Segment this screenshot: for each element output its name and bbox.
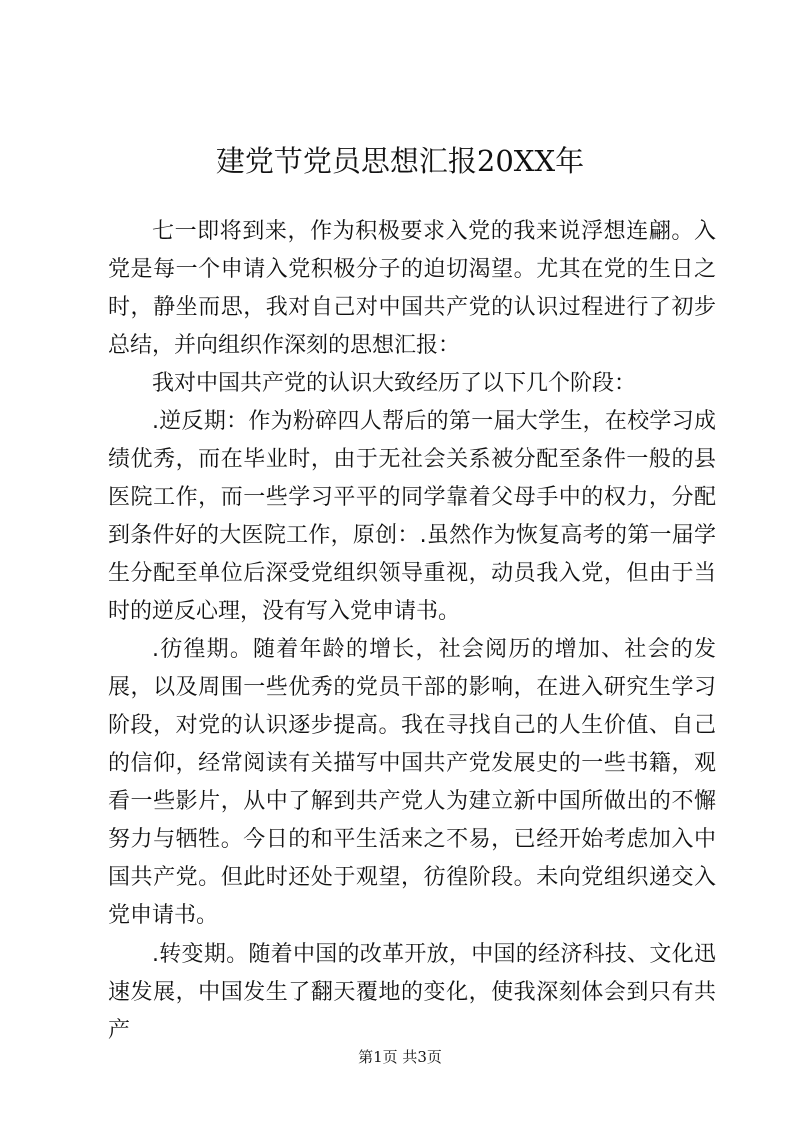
paragraph-hesitation-period: .彷徨期。随着年龄的增长，社会阅历的增加、社会的发展，以及周围一些优秀的党员干部的影响，在进入研究生学习阶段，对党的认识逐步提高。我在寻找自己的人生价值、自己的信仰，经常阅读有关描写中国共产党发展史的一些书籍，观看一些影片，从中了解到共产党人为建立新中国所做出的不懈努力与牺牲。今日的和平生活来之不易，已经开始考虑加入中国共产党。但此时还处于观望，彷徨阶段。未向党组织递交入党申请书。 (108, 637, 716, 929)
paragraph-stages-intro: 我对中国共产党的认识大致经历了以下几个阶段： (152, 371, 637, 397)
document-title: 建党节党员思想汇报20XX年 (215, 144, 585, 178)
document-body (108, 213, 716, 1050)
paragraph-transition-period: .转变期。随着中国的改革开放，中国的经济科技、文化迅速发展，中国发生了翻天覆地的变化，使我深刻体会到只有共产 (108, 941, 716, 1043)
page-footer: 第1页 共3页 (358, 1048, 442, 1066)
paragraph-rebellious-period: .逆反期：作为粉碎四人帮后的第一届大学生，在校学习成绩优秀，而在毕业时，由于无社会关系被分配至条件一般的县医院工作，而一些学习平平的同学靠着父母手中的权力，分配到条件好的大医院工作，原创：.虽然作为恢复高考的第一届学生分配至单位后深受党组织领导重视，动员我入党，但由于当时的逆反心理，没有写入党申请书。 (108, 409, 716, 625)
paragraph-intro: 七一即将到来，作为积极要求入党的我来说浮想连翩。入党是每一个申请入党积极分子的迫切渴望。尤其在党的生日之时，静坐而思，我对自己对中国共产党的认识过程进行了初步总结，并向组织作深刻的思想汇报： (108, 219, 716, 358)
